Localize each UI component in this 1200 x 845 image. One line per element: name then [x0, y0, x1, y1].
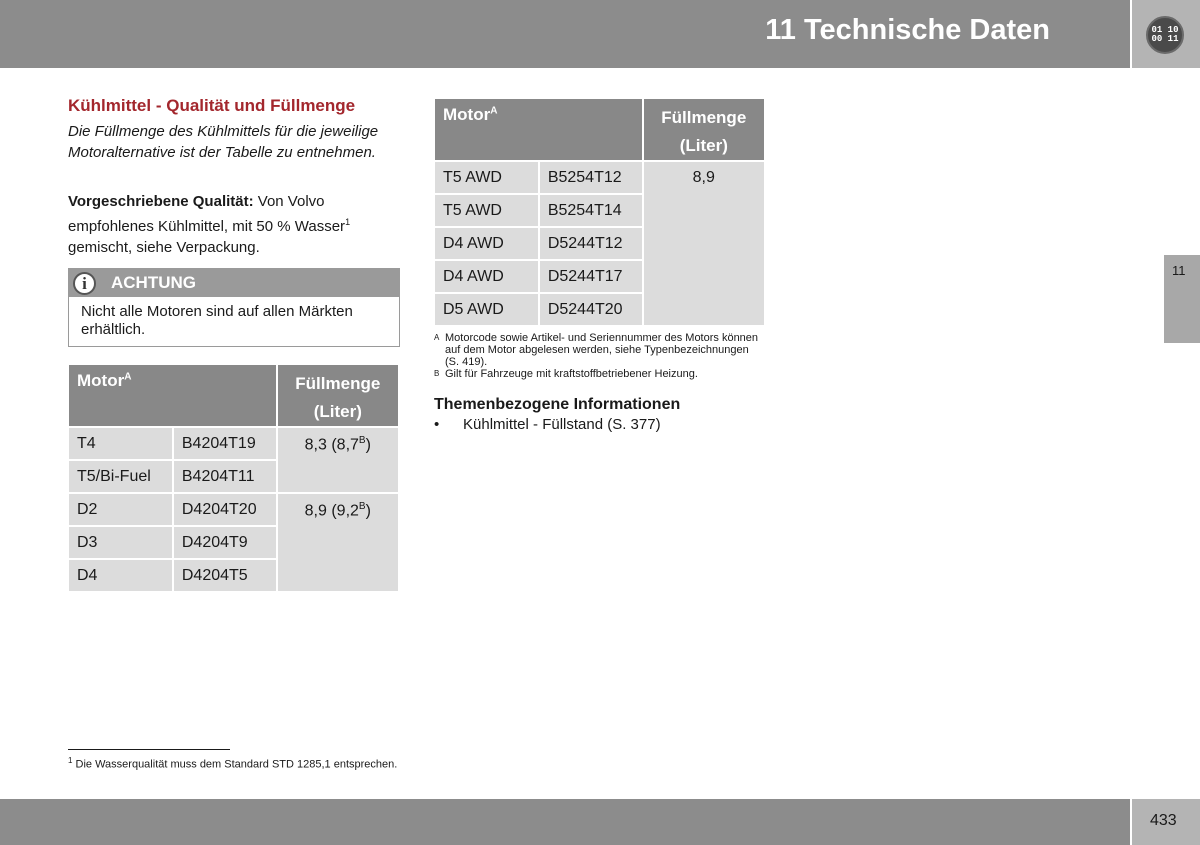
engine-code-cell: D4204T20 — [173, 493, 277, 526]
engine-code-cell: B4204T11 — [173, 460, 277, 493]
capacity-cell — [277, 427, 399, 493]
engine-code-cell: D5244T12 — [539, 227, 643, 260]
info-icon: i — [73, 272, 96, 295]
table-footnote-text: Gilt für Fahrzeuge mit kraftstoffbetriebener Heizung. — [445, 368, 698, 380]
engine-code-cell: B5254T14 — [539, 194, 643, 227]
capacity-cell — [277, 493, 399, 592]
table-footnote-b — [434, 368, 764, 380]
warning-box — [68, 268, 400, 347]
quality-paragraph — [68, 191, 398, 258]
footnote-divider — [68, 749, 230, 750]
page-footnote-text: Die Wasserqualität muss dem Standard STD 1285,1 entsprechen. — [75, 758, 398, 771]
engine-cell: D4 AWD — [434, 227, 539, 260]
page-footnote-mark: 1 — [68, 756, 73, 765]
footer-bar — [0, 799, 1130, 845]
warning-header — [69, 269, 399, 297]
chapter-side-tab[interactable] — [1164, 255, 1200, 343]
coolant-table-awd — [433, 97, 766, 327]
engine-cell: T5 AWD — [434, 161, 539, 194]
capacity-value: 8,3 (8,7 — [304, 436, 359, 454]
table-header-motor-label: Motor — [443, 105, 491, 124]
quality-text-2: gemischt, siehe Verpackung. — [68, 239, 260, 256]
header-bar — [0, 0, 1130, 68]
table-header-fill-2: (Liter) — [679, 136, 728, 155]
engine-cell: D4 — [68, 559, 173, 592]
engine-cell: D2 — [68, 493, 173, 526]
table-header-fill — [643, 98, 765, 161]
footnote-ref-1[interactable]: 1 — [345, 217, 351, 227]
table-row — [434, 161, 765, 194]
capacity-close: ) — [365, 502, 371, 520]
engine-cell: D5 AWD — [434, 293, 539, 326]
chapter-binary-icon — [1146, 16, 1184, 54]
table-footnote-mark: A — [434, 333, 440, 342]
table-header-motor — [434, 98, 643, 161]
table-header-motor — [68, 364, 277, 427]
chapter-icon-line-2: 00 11 — [1151, 34, 1179, 44]
table-header-fill — [277, 364, 399, 427]
bullet-icon: • — [434, 416, 440, 433]
page-number: 433 — [1150, 812, 1177, 829]
engine-cell: D3 — [68, 526, 173, 559]
page-footnote — [68, 756, 397, 771]
engine-code-cell: B4204T19 — [173, 427, 277, 460]
table-header-fill-1: Füllmenge — [295, 374, 381, 393]
engine-cell: T4 — [68, 427, 173, 460]
table-note-ref-a: A — [124, 371, 132, 383]
related-link[interactable] — [434, 416, 661, 433]
engine-code-cell: D4204T5 — [173, 559, 277, 592]
chapter-side-tab-label: 11 — [1172, 263, 1186, 278]
table-row — [68, 493, 399, 526]
capacity-cell: 8,9 — [643, 161, 765, 326]
engine-cell: T5/Bi-Fuel — [68, 460, 173, 493]
table-footnote-a — [434, 332, 764, 368]
table-note-ref-b: B — [358, 435, 366, 446]
chapter-icon-line-1: 01 10 — [1151, 25, 1179, 35]
table-note-ref-b: B — [358, 501, 366, 512]
table-row — [68, 427, 399, 460]
page-title: 11 Technische Daten — [765, 14, 1050, 46]
engine-code-cell: D4204T9 — [173, 526, 277, 559]
engine-cell: D4 AWD — [434, 260, 539, 293]
engine-code-cell: B5254T12 — [539, 161, 643, 194]
warning-text: Nicht alle Motoren sind auf allen Märkten erhältlich. — [81, 303, 353, 338]
related-info-title: Themenbezogene Informationen — [434, 396, 681, 413]
warning-label: ACHTUNG — [111, 273, 196, 292]
table-footnote-text: Motorcode sowie Artikel- und Seriennummer des Motors können auf dem Motor abgelesen werden, siehe Typenbezeichnungen (S. 419). — [445, 332, 759, 368]
quality-label: Vorgeschriebene Qualität: — [68, 193, 254, 210]
table-header-motor-label: Motor — [77, 371, 125, 390]
related-link-text[interactable]: Kühlmittel - Füllstand (S. 377) — [463, 416, 661, 433]
table-header-fill-2: (Liter) — [313, 402, 362, 421]
quality-text: Von Volvo empfohlenes Kühlmittel, mit 50 % Wasser — [68, 193, 346, 235]
table-note-ref-a: A — [490, 105, 498, 117]
coolant-table-fwd — [67, 363, 400, 593]
capacity-close: ) — [365, 436, 371, 454]
table-header-fill-1: Füllmenge — [661, 108, 747, 127]
engine-code-cell: D5244T17 — [539, 260, 643, 293]
section-intro: Die Füllmenge des Kühlmittels für die jeweilige Motoralternative ist der Tabelle zu entnehmen. — [68, 123, 379, 161]
section-title: Kühlmittel - Qualität und Füllmenge — [68, 96, 356, 115]
engine-code-cell: D5244T20 — [539, 293, 643, 326]
engine-cell: T5 AWD — [434, 194, 539, 227]
table-footnote-mark: B — [434, 369, 440, 378]
capacity-value: 8,9 (9,2 — [304, 502, 359, 520]
table-footnotes — [434, 332, 764, 380]
